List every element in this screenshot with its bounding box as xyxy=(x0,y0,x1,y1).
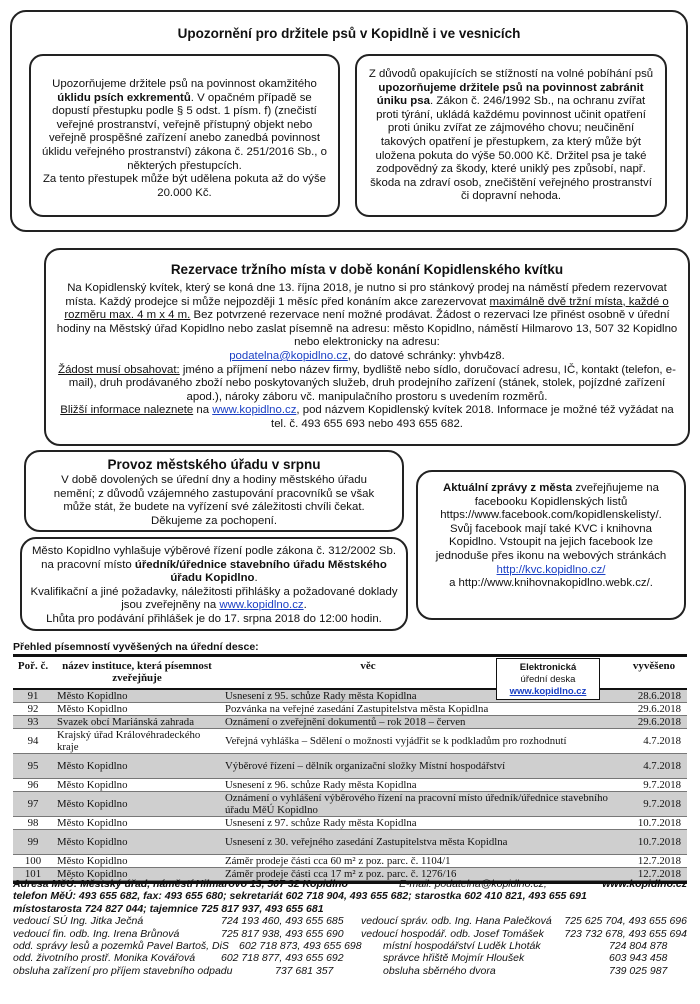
market-p5a: na xyxy=(193,404,213,417)
table-row xyxy=(13,817,687,830)
footer-r4a: vedoucí SÚ Ing. Jitka Ječná xyxy=(13,915,144,928)
row-number: 97 xyxy=(13,792,53,817)
tender-p4: Kvalifikační a jiné požadavky, náležitosti přihlášky a požadované doklady jsou zveřejněny na xyxy=(30,585,398,612)
footer-contacts xyxy=(13,878,687,977)
row-number: 91 xyxy=(13,689,53,703)
row-institution: Město Kopidlno xyxy=(53,689,221,703)
dogs-right-emphasis: upozorňujeme držitele psů na povinnost zabránit úniku psa xyxy=(376,81,644,108)
row-institution: Město Kopidlno xyxy=(53,830,221,855)
footer-r5a: vedoucí fin. odb. Ing. Irena Brůnová xyxy=(13,927,180,940)
table-row xyxy=(13,716,687,729)
tender-notice xyxy=(20,537,408,631)
news-heading: Aktuální zprávy z města xyxy=(443,482,573,494)
market-p5b: , pod názvem Kopidlenský kvítek 2018. Informace je možné též vyžádat na tel. č. 493 655 693 nebo 493 655 682. xyxy=(271,404,674,430)
market-web-link[interactable]: www.kopidlno.cz xyxy=(212,404,297,417)
row-document[interactable]: Záměr prodeje části cca 17 m² z poz. parc. č. 1276/16 xyxy=(221,868,621,881)
row-date: 12.7.2018 xyxy=(621,855,687,868)
row-institution: Město Kopidlno xyxy=(53,792,221,817)
row-number: 100 xyxy=(13,855,53,868)
market-p1: Na Kopidlenský kvítek, který se koná dne 13. října 2018, je nutno si pro stánkový prodej na náměstí předem rezervovat místa. Každý prodejce si může nejpozději 1 měsíc před konáním akce zarezervovat xyxy=(65,282,667,308)
row-document[interactable]: Výběrové řízení – dělník organizační složky Místní hospodářství xyxy=(221,754,621,779)
dogs-left-p1: Upozorňujeme držitele psů na povinnost okamžitého xyxy=(52,78,317,90)
tender-p3: . xyxy=(254,572,258,585)
row-number: 93 xyxy=(13,716,53,729)
row-institution: Krajský úřad Královéhradeckého kraje xyxy=(53,729,221,754)
footer-r8d: 739 025 987 xyxy=(609,964,668,977)
market-text xyxy=(46,277,688,432)
footer-web[interactable]: www.kopidlno.cz xyxy=(602,878,687,890)
footer-r4d: 725 625 704, 493 655 696 xyxy=(564,915,687,928)
row-date: 9.7.2018 xyxy=(621,779,687,792)
row-date: 29.6.2018 xyxy=(621,703,687,716)
tender-p1: Město Kopidlno vyhlašuje výběrové řízení podle zákona č. 312/2002 Sb. na pracovní místo xyxy=(31,545,397,571)
col-num-header: Poř. č. xyxy=(13,657,53,689)
footer-r5b: 725 817 938, 493 655 690 xyxy=(221,927,344,940)
row-document[interactable]: Usnesení z 96. schůze Rady města Kopidlna xyxy=(221,779,621,792)
row-document[interactable]: Záměr prodeje části cca 60 m² z poz. parc. č. 1104/1 xyxy=(221,855,621,868)
row-number: 99 xyxy=(13,830,53,855)
row-number: 94 xyxy=(13,729,53,754)
footer-r8c: obsluha sběrného dvora xyxy=(383,964,496,977)
footer-r6d: 724 804 878 xyxy=(609,939,668,952)
eboard-link[interactable]: www.kopidlno.cz xyxy=(509,686,587,697)
row-institution: Město Kopidlno xyxy=(53,703,221,716)
board-caption: Přehled písemností vyvěšených na úřední desce: xyxy=(13,641,259,653)
dogs-right-box xyxy=(355,54,667,217)
footer-email[interactable]: E-mail: podatelna@kopidlno.cz; xyxy=(399,878,547,890)
news-p2: a http://www.knihovnakopidlno.webk.cz/. xyxy=(449,577,653,590)
footer-deputy: místostarosta 724 827 044; tajemnice 725 817 937, 493 655 681 xyxy=(13,902,324,915)
footer-r5d: 723 732 678, 493 655 694 xyxy=(564,927,687,940)
table-row xyxy=(13,830,687,855)
row-institution: Město Kopidlno xyxy=(53,868,221,881)
row-date: 4.7.2018 xyxy=(621,754,687,779)
market-p3: , do datové schránky: yhvb4z8. xyxy=(347,349,505,362)
col-org-header: název instituce, která písemnost zveřejňuje xyxy=(53,657,221,689)
kvc-link[interactable]: http://kvc.kopidlno.cz/ xyxy=(496,563,606,576)
row-institution: Město Kopidlno xyxy=(53,754,221,779)
footer-address: Adresa MěÚ: Městský úřad, náměstí Hilmarovo 13, 507 32 Kopidlno xyxy=(13,878,348,890)
tender-text xyxy=(22,539,406,627)
footer-r7d: 603 943 458 xyxy=(609,952,668,965)
news-text xyxy=(418,472,684,591)
col-date-header: vyvěšeno xyxy=(621,657,687,689)
row-number: 96 xyxy=(13,779,53,792)
dogs-left-p3: . V opačném případě se dopustí přestupku podle xyxy=(52,91,312,118)
office-title: Provoz městského úřadu v srpnu xyxy=(107,457,321,472)
col-doc-header: věc xyxy=(221,657,621,689)
footer-r8a: obsluha zařízení pro příjem stavebního odpadu xyxy=(13,964,233,977)
table-row xyxy=(13,855,687,868)
dogs-left-emphasis: úklidu psích exkrementů xyxy=(57,91,191,104)
dogs-left-p5: Za tento přestupek může být udělena pokuta až do výše 20.000 Kč. xyxy=(42,173,327,199)
row-document[interactable]: Usnesení z 95. schůze Rady města Kopidlna xyxy=(221,689,621,703)
row-document[interactable]: Usnesení z 30. veřejného zasedání Zastupitelstva města Kopidlna xyxy=(221,830,621,855)
news-notice xyxy=(416,470,686,620)
market-max-places: maximálně dvě tržní místa, každé o rozměru max. 4 m x 4 m. xyxy=(64,295,669,322)
row-date: 10.7.2018 xyxy=(621,817,687,830)
market-notice xyxy=(44,248,690,446)
footer-r5c: vedoucí hospodář. odb. Josef Tomášek xyxy=(361,927,544,940)
market-info-label: Bližší informace naleznete xyxy=(60,404,194,417)
table-row xyxy=(13,729,687,754)
footer-r6a: odd. správy lesů a pozemků Pavel Bartoš, DiS xyxy=(13,939,229,952)
footer-r7a: odd. životního prostř. Monika Kovářová xyxy=(13,952,196,965)
row-document[interactable]: Pozvánka na veřejné zasedání Zastupitelstva města Kopidlna xyxy=(221,703,621,716)
footer-r4c: vedoucí správ. odb. Ing. Hana Palečková xyxy=(361,915,552,928)
dogs-left-p4: § 5 odst. 1 písm. f) (znečistí veřejné prostranství, veřejně přístupný objekt nebo veřejně prospěšné zařízení anebo zanedbá povinnost úklidu veřejného prostranství) zákona č. 251/2016 Sb., o některých přestupcích. xyxy=(42,105,327,172)
eboard-line2: úřední deska xyxy=(520,674,576,685)
market-email-link[interactable]: podatelna@kopidlno.cz xyxy=(229,349,348,362)
row-institution: Město Kopidlno xyxy=(53,817,221,830)
row-document[interactable]: Usnesení z 97. schůze Rady města Kopidlna xyxy=(221,817,621,830)
row-document[interactable]: Oznámení o zveřejnění dokumentů – rok 2018 – červen xyxy=(221,716,621,729)
market-p2: Bez potvrzené rezervace není možné prodávat. Žádost o rezervaci lze přinést osobně v úřední hodiny na Městský úřad Kopidlno nebo zaslat písemně na adresu: město Kopidlno, náměstí Hilmarovo 13, 507 32 Kopidlno nebo elektronicky na adresu: xyxy=(56,309,678,349)
row-date: 10.7.2018 xyxy=(621,830,687,855)
footer-r6b: 602 718 873, 493 655 698 xyxy=(239,939,362,952)
table-row xyxy=(13,754,687,779)
footer-phones: telefon MěÚ: 493 655 682, fax: 493 655 680; sekretariát 602 718 904, 493 655 682; starostka 602 410 821, 493 655 691 xyxy=(13,890,587,903)
table-row xyxy=(13,792,687,817)
row-date: 4.7.2018 xyxy=(621,729,687,754)
table-body xyxy=(13,689,687,881)
footer-r7c: správce hřiště Mojmír Hloušek xyxy=(383,952,525,965)
row-date: 12.7.2018 xyxy=(621,868,687,881)
footer-r4b: 724 193 460, 493 655 685 xyxy=(221,915,344,928)
footer-r6c: místní hospodářství Luděk Lhoták xyxy=(383,939,541,952)
market-title: Rezervace tržního místa v době konání Kopidlenského kvítku xyxy=(170,262,564,277)
row-institution: Město Kopidlno xyxy=(53,779,221,792)
tender-position: úředník/úřednice stavebního úřadu Městského úřadu Kopidlno xyxy=(134,558,387,585)
row-institution: Město Kopidlno xyxy=(53,855,221,868)
row-document[interactable]: Oznámení o vyhlášení výběrového řízení na pracovní místo úředník/úřednice stavebního úřadu MěÚ Kopidlno xyxy=(221,792,621,817)
eboard-line1: Elektronická xyxy=(519,662,577,673)
dogs-left-box xyxy=(29,54,340,217)
row-date: 9.7.2018 xyxy=(621,792,687,817)
tender-deadline: Lhůta pro podávání přihlášek je do 17. srpna 2018 do 12:00 hodin. xyxy=(46,612,382,625)
row-document[interactable]: Veřejná vyhláška – Sdělení o možnosti vyjádřit se k podkladům pro rozhodnutí xyxy=(221,729,621,754)
row-number: 92 xyxy=(13,703,53,716)
row-number: 95 xyxy=(13,754,53,779)
row-date: 28.6.2018 xyxy=(621,689,687,703)
dogs-notice xyxy=(10,10,688,232)
office-notice xyxy=(24,450,404,532)
row-number: 101 xyxy=(13,868,53,881)
footer-r8b: 737 681 357 xyxy=(275,964,334,977)
dogs-right-text xyxy=(357,56,665,204)
market-p4: jméno a příjmení nebo název firmy, bydliště nebo sídlo, doručovací adresu, IČ, kontakt (telefon, e-mail), druh prodávaného zboží nebo poskytovaných služeb, druh prodejního zařízení (stánek, stolek, pojízdné zařízení apod.), nároky záboru vč. manipulačního prostoru s uvedením rozměrů. xyxy=(68,363,676,403)
news-p1: zveřejňujeme na facebooku Kopidlenských listů https://www.facebook.com/kopidlenskelisty/. Svůj facebook mají také KVC i knihovna Kopidlno. Vstoupit na jejich facebook lze jednoduše přes ikonu na webových stránkách xyxy=(435,482,667,562)
dogs-right-p1: Z důvodů opakujících se stížností na volné pobíhání psů xyxy=(368,68,654,80)
market-request-label: Žádost musí obsahovat: xyxy=(58,363,180,376)
office-text: V době dovolených se úřední dny a hodiny městského úřadu nemění; z důvodů vzájemného zastupování pracovníků se však může stát, že budete na vyřízení své záležitosti chvíli čekat. Děkujeme za pochopení. xyxy=(53,474,375,527)
row-institution: Svazek obcí Mariánská zahrada xyxy=(53,716,221,729)
dogs-right-p3: . Zákon č. 246/1992 Sb., na ochranu zvířat proti týrání, ukládá každému povinnost učinit opatření proti úniku zvířat ze zájmového chovu; neučinění takových opatření je přestupkem, za který může být uložena pokuta do výše 50.000 Kč. Držitel psa je také zodpovědný za škody, které uniklý pes způsobí, např. škoda na zdraví osob, znečištění veřejného prostranství či dopravní nehoda. xyxy=(370,95,652,203)
electronic-board-badge[interactable] xyxy=(496,658,600,700)
row-date: 29.6.2018 xyxy=(621,716,687,729)
table-row xyxy=(13,779,687,792)
dogs-left-text xyxy=(31,56,338,200)
row-number: 98 xyxy=(13,817,53,830)
tender-p5: . xyxy=(303,599,307,612)
dogs-title: Upozornění pro držitele psů v Kopidlně i ve vesnicích xyxy=(177,26,521,41)
table-row xyxy=(13,703,687,716)
tender-web-link[interactable]: www.kopidlno.cz xyxy=(219,599,304,612)
footer-r7b: 602 718 877, 493 655 692 xyxy=(221,952,344,965)
